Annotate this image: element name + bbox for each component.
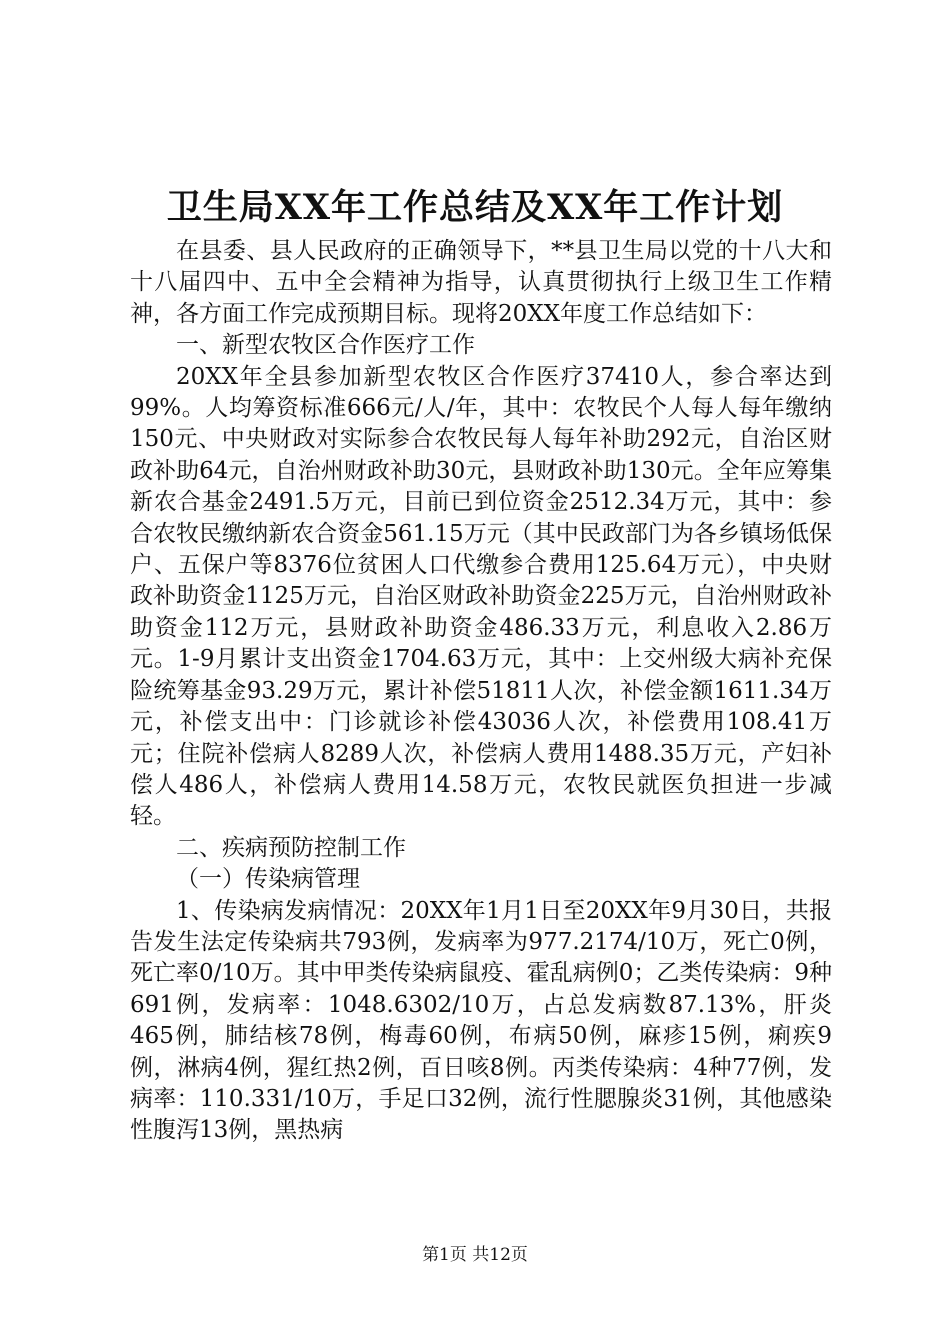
document-title: 卫生局XX年工作总结及XX年工作计划 (166, 187, 784, 228)
subsection-1-paragraph: 1、传染病发病情况：20XX年1月1日至20XX年9月30日，共报告发生法定传染病共793例，发病率为977.2174/10万，死亡0例，死亡率0/10万。其中甲类传染病鼠疫、霍乱病例0；乙类传染病：9种691例，发病率：1048.6302/10万，占总发病数87.13%，肝炎465例，肺结核78例，梅毒60例，布病50例，麻疹15例，痢疾9例，淋病4例，猩红热2例，百日咳8例。丙类传染病：4种77例，发病率：110.331/10万，手足口32例，流行性腮腺炎31例，其他感染性腹泻13例，黑热病 (130, 897, 832, 1144)
intro-paragraph: 在县委、县人民政府的正确领导下，**县卫生局以党的十八大和十八届四中、五中全会精神为指导，认真贯彻执行上级卫生工作精神，各方面工作完成预期目标。现将20XX年度工作总结如下： (130, 238, 832, 327)
section-heading-1: 一、新型农牧区合作医疗工作 (176, 332, 475, 359)
document-body (130, 236, 832, 1147)
subsection-heading-1: （一）传染病管理 (176, 866, 360, 893)
section-1-paragraph: 20XX年全县参加新型农牧区合作医疗37410人，参合率达到99%。人均筹资标准666元/人/年，其中：农牧民个人每人每年缴纳150元、中央财政对实际参合农牧民每人每年补助292元，自治区财政补助64元，自治州财政补助30元，县财政补助130元。全年应筹集新农合基金2491.5万元，目前已到位资金2512.34万元，其中：参合农牧民缴纳新农合资金561.15万元（其中民政部门为各乡镇场低保户、五保户等8376位贫困人口代缴参合费用125.64万元），中央财政补助资金1125万元，自治区财政补助资金225万元，自治州财政补助资金112万元，县财政补助资金486.33万元，利息收入2.86万元。1-9月累计支出资金1704.63万元，其中：上交州级大病补充保险统筹基金93.29万元，累计补偿51811人次，补偿金额1611.34万元，补偿支出中：门诊就诊补偿43036人次，补偿费用108.41万元；住院补偿病人8289人次，补偿病人费用1488.35万元，产妇补偿人486人，补偿病人费用14.58万元，农牧民就医负担进一步减轻。 (130, 363, 832, 830)
section-heading-2: 二、疾病预防控制工作 (176, 834, 406, 861)
page-number-footer: 第1页 共12页 (422, 1245, 528, 1265)
